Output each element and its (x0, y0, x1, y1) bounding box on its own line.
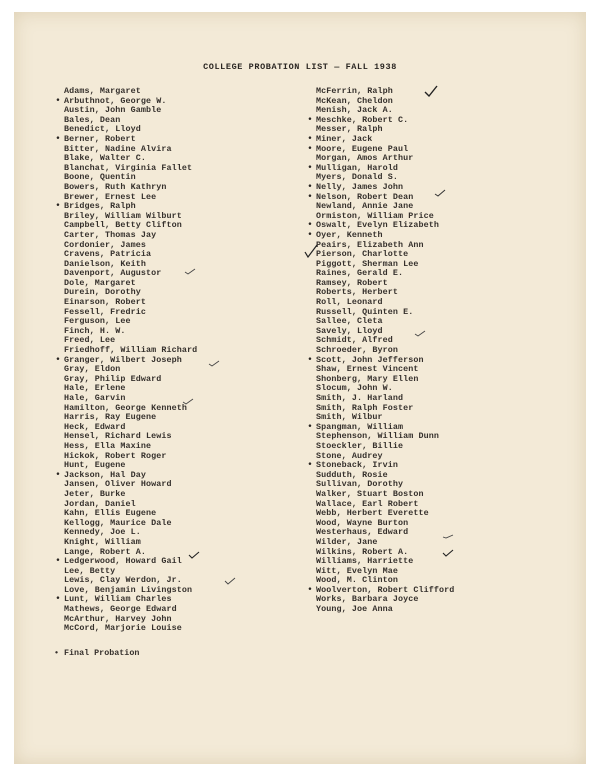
student-name: Cordonier, James (64, 239, 147, 250)
student-name: Hess, Ella Maxine (64, 440, 152, 451)
student-name: Brewer, Ernest Lee (64, 191, 157, 202)
student-name: Gray, Eldon (64, 364, 121, 375)
student-name: Davenport, Augustor (64, 268, 162, 279)
student-name: Love, Benjamin Livingston (64, 584, 193, 595)
student-name: Hickok, Robert Roger (64, 450, 167, 461)
final-probation-bullet: • (307, 584, 313, 595)
student-name: Benedict, Lloyd (64, 124, 141, 135)
student-name: Wilkins, Robert A. (316, 546, 409, 557)
student-name: Harris, Ray Eugene (64, 412, 157, 423)
student-name: Adams, Margaret (64, 86, 141, 96)
list-item (64, 624, 197, 634)
check-mark-icon (442, 544, 454, 552)
student-name: Nelson, Robert Dean (316, 191, 414, 202)
student-name: Woolverton, Robert Clifford (316, 584, 455, 595)
student-name: Newland, Annie Jane (316, 201, 414, 212)
student-name: Bowers, Ruth Kathryn (64, 181, 167, 192)
student-name: Jeter, Burke (64, 488, 126, 499)
student-name: Stoeckler, Billie (316, 440, 404, 451)
check-mark-icon (434, 184, 446, 192)
student-name: Fessell, Fredric (64, 306, 147, 317)
student-name: Friedhoff, William Richard (64, 345, 198, 356)
student-name: Bitter, Nadine Alvira (64, 143, 172, 154)
student-name: Blake, Walter C. (64, 153, 147, 164)
page-title: COLLEGE PROBATION LIST — FALL 1938 (203, 62, 397, 72)
student-name: Briley, William Wilburt (64, 210, 182, 221)
student-name: Hale, Garvin (64, 393, 126, 403)
student-name: Stone, Audrey (316, 450, 383, 461)
student-name: Hale, Erlene (64, 383, 126, 394)
left-name-column (55, 86, 198, 634)
student-name: Ferguson, Lee (64, 316, 131, 327)
final-probation-bullet: • (307, 354, 313, 365)
student-name: Einarson, Robert (64, 297, 147, 308)
student-name: Mathews, George Edward (64, 604, 177, 615)
student-name: Heck, Edward (64, 421, 126, 432)
student-name: Jackson, Hal Day (64, 469, 147, 480)
student-name: Sullivan, Dorothy (316, 479, 404, 490)
check-mark-icon (208, 354, 220, 362)
student-name: Granger, Wilbert Joseph (64, 354, 182, 365)
student-name: Austin, John Gamble (64, 105, 162, 116)
student-name: Piggott, Sherman Lee (316, 258, 419, 269)
final-probation-bullet: • (55, 95, 61, 106)
student-name: Wood, M. Clinton (316, 575, 399, 586)
final-probation-bullet: • (55, 594, 61, 605)
student-name: Myers, Donald S. (316, 172, 399, 183)
final-probation-bullet: • (307, 229, 313, 240)
student-name: Dole, Margaret (64, 277, 136, 288)
student-name: Raines, Gerald E. (316, 268, 404, 279)
student-name: Peairs, Elizabeth Ann (316, 239, 424, 250)
student-name: Bales, Dean (64, 114, 121, 125)
student-name: Hensel, Richard Lewis (64, 431, 172, 442)
check-mark-icon (182, 392, 194, 400)
student-name: Stephenson, William Dunn (316, 431, 440, 442)
student-name: Sallee, Cleta (316, 316, 383, 327)
student-name: Freed, Lee (64, 335, 116, 346)
student-name: Smith, Wilbur (316, 412, 383, 423)
student-name: Knight, William (64, 536, 141, 547)
student-name: Ramsey, Robert (316, 277, 388, 288)
check-mark-icon (304, 244, 318, 258)
final-probation-bullet: • (55, 201, 61, 212)
student-name: Hamilton, George Kenneth (64, 402, 188, 413)
student-name: Cravens, Patricia (64, 249, 152, 260)
student-name: Moore, Eugene Paul (316, 143, 409, 154)
legend-bullet: • (54, 648, 60, 658)
student-name: McCord, Marjorie Louise (64, 623, 182, 634)
final-probation-bullet: • (307, 162, 313, 173)
student-name: Savely, Lloyd (316, 325, 383, 336)
student-name: Wood, Wayne Burton (316, 517, 409, 528)
student-name: Meschke, Robert C. (316, 114, 409, 125)
final-probation-bullet: • (55, 556, 61, 567)
student-name: McArthur, Harvey John (64, 613, 172, 624)
legend-label: Final Probation (64, 648, 140, 658)
student-name: Miner, Jack (316, 133, 373, 144)
student-name: Lunt, William Charles (64, 594, 172, 605)
final-probation-bullet: • (307, 220, 313, 231)
student-name: Gray, Philip Edward (64, 373, 162, 384)
final-probation-bullet: • (307, 460, 313, 471)
student-name: Mulligan, Harold (316, 162, 399, 173)
student-name: Bridges, Ralph (64, 201, 136, 212)
student-name: Oswalt, Evelyn Elizabeth (316, 220, 440, 231)
student-name: Sudduth, Rosie (316, 469, 388, 480)
check-mark-icon (442, 526, 454, 534)
final-probation-bullet: • (307, 191, 313, 202)
student-name: Spangman, William (316, 421, 404, 432)
student-name: Lee, Betty (64, 565, 116, 576)
check-mark-icon (224, 572, 236, 580)
student-name: Pierson, Charlotte (316, 249, 409, 260)
student-name: Messer, Ralph (316, 124, 383, 135)
student-name: Roberts, Herbert (316, 287, 399, 298)
final-probation-bullet: • (307, 181, 313, 192)
final-probation-bullet: • (55, 354, 61, 365)
student-name: Ormiston, William Price (316, 210, 434, 221)
student-name: Jordan, Daniel (64, 498, 136, 509)
student-name: Wilder, Jane (316, 536, 378, 547)
final-probation-bullet: • (307, 133, 313, 144)
student-name: Kahn, Ellis Eugene (64, 508, 157, 519)
final-probation-bullet: • (307, 143, 313, 154)
check-mark-icon (414, 324, 426, 332)
student-name: Works, Barbara Joyce (316, 594, 419, 605)
check-mark-icon (424, 84, 438, 96)
student-name: Boone, Quentin (64, 172, 136, 183)
legend (54, 648, 139, 658)
student-name: Webb, Herbert Everette (316, 508, 429, 519)
right-name-column (307, 86, 455, 615)
student-name: Schroeder, Byron (316, 345, 399, 356)
student-name: Blanchat, Virginia Fallet (64, 162, 193, 173)
student-name: Morgan, Amos Arthur (316, 153, 414, 164)
list-item (316, 605, 454, 615)
student-name: Kellogg, Maurice Dale (64, 517, 172, 528)
final-probation-bullet: • (55, 133, 61, 144)
student-name: Campbell, Betty Clifton (64, 220, 182, 231)
student-name: Westerhaus, Edward (316, 527, 409, 538)
student-name: Kennedy, Joe L. (64, 527, 141, 538)
check-mark-icon (184, 262, 196, 270)
student-name: Carter, Thomas Jay (64, 229, 157, 240)
student-name: McKean, Cheldon (316, 95, 393, 106)
student-name: Witt, Evelyn Mae (316, 565, 399, 576)
student-name: Nelly, James John (316, 181, 404, 192)
student-name: Arbuthnot, George W. (64, 95, 167, 106)
student-name: Smith, J. Harland (316, 393, 404, 403)
student-name: Wallace, Earl Robert (316, 498, 419, 509)
final-probation-bullet: • (307, 114, 313, 125)
student-name: Lewis, Clay Werdon, Jr. (64, 575, 182, 586)
document-page (14, 12, 586, 764)
student-name: Jansen, Oliver Howard (64, 479, 172, 490)
student-name: Williams, Harriette (316, 556, 414, 567)
check-mark-icon (188, 546, 200, 554)
student-name: Lange, Robert A. (64, 546, 147, 557)
student-name: Shonberg, Mary Ellen (316, 373, 419, 384)
student-name: Russell, Quinten E. (316, 306, 414, 317)
student-name: Walker, Stuart Boston (316, 488, 424, 499)
student-name: Scott, John Jefferson (316, 354, 424, 365)
student-name: McFerrin, Ralph (316, 86, 393, 96)
student-name: Finch, H. W. (64, 325, 126, 336)
student-name: Stoneback, Irvin (316, 460, 399, 471)
student-name: Smith, Ralph Foster (316, 402, 414, 413)
student-name: Durein, Dorothy (64, 287, 141, 298)
final-probation-bullet: • (307, 421, 313, 432)
student-name: Shaw, Ernest Vincent (316, 364, 419, 375)
student-name: Berner, Robert (64, 133, 136, 144)
student-name: Slocum, John W. (316, 383, 393, 394)
student-name: Menish, Jack A. (316, 105, 393, 116)
final-probation-bullet: • (55, 469, 61, 480)
student-name: Schmidt, Alfred (316, 335, 393, 346)
student-name: Hunt, Eugene (64, 460, 126, 471)
student-name: Young, Joe Anna (316, 604, 393, 615)
student-name: Danielson, Keith (64, 258, 147, 269)
student-name: Roll, Leonard (316, 297, 383, 308)
student-name: Oyer, Kenneth (316, 229, 383, 240)
student-name: Ledgerwood, Howard Gail (64, 556, 182, 567)
